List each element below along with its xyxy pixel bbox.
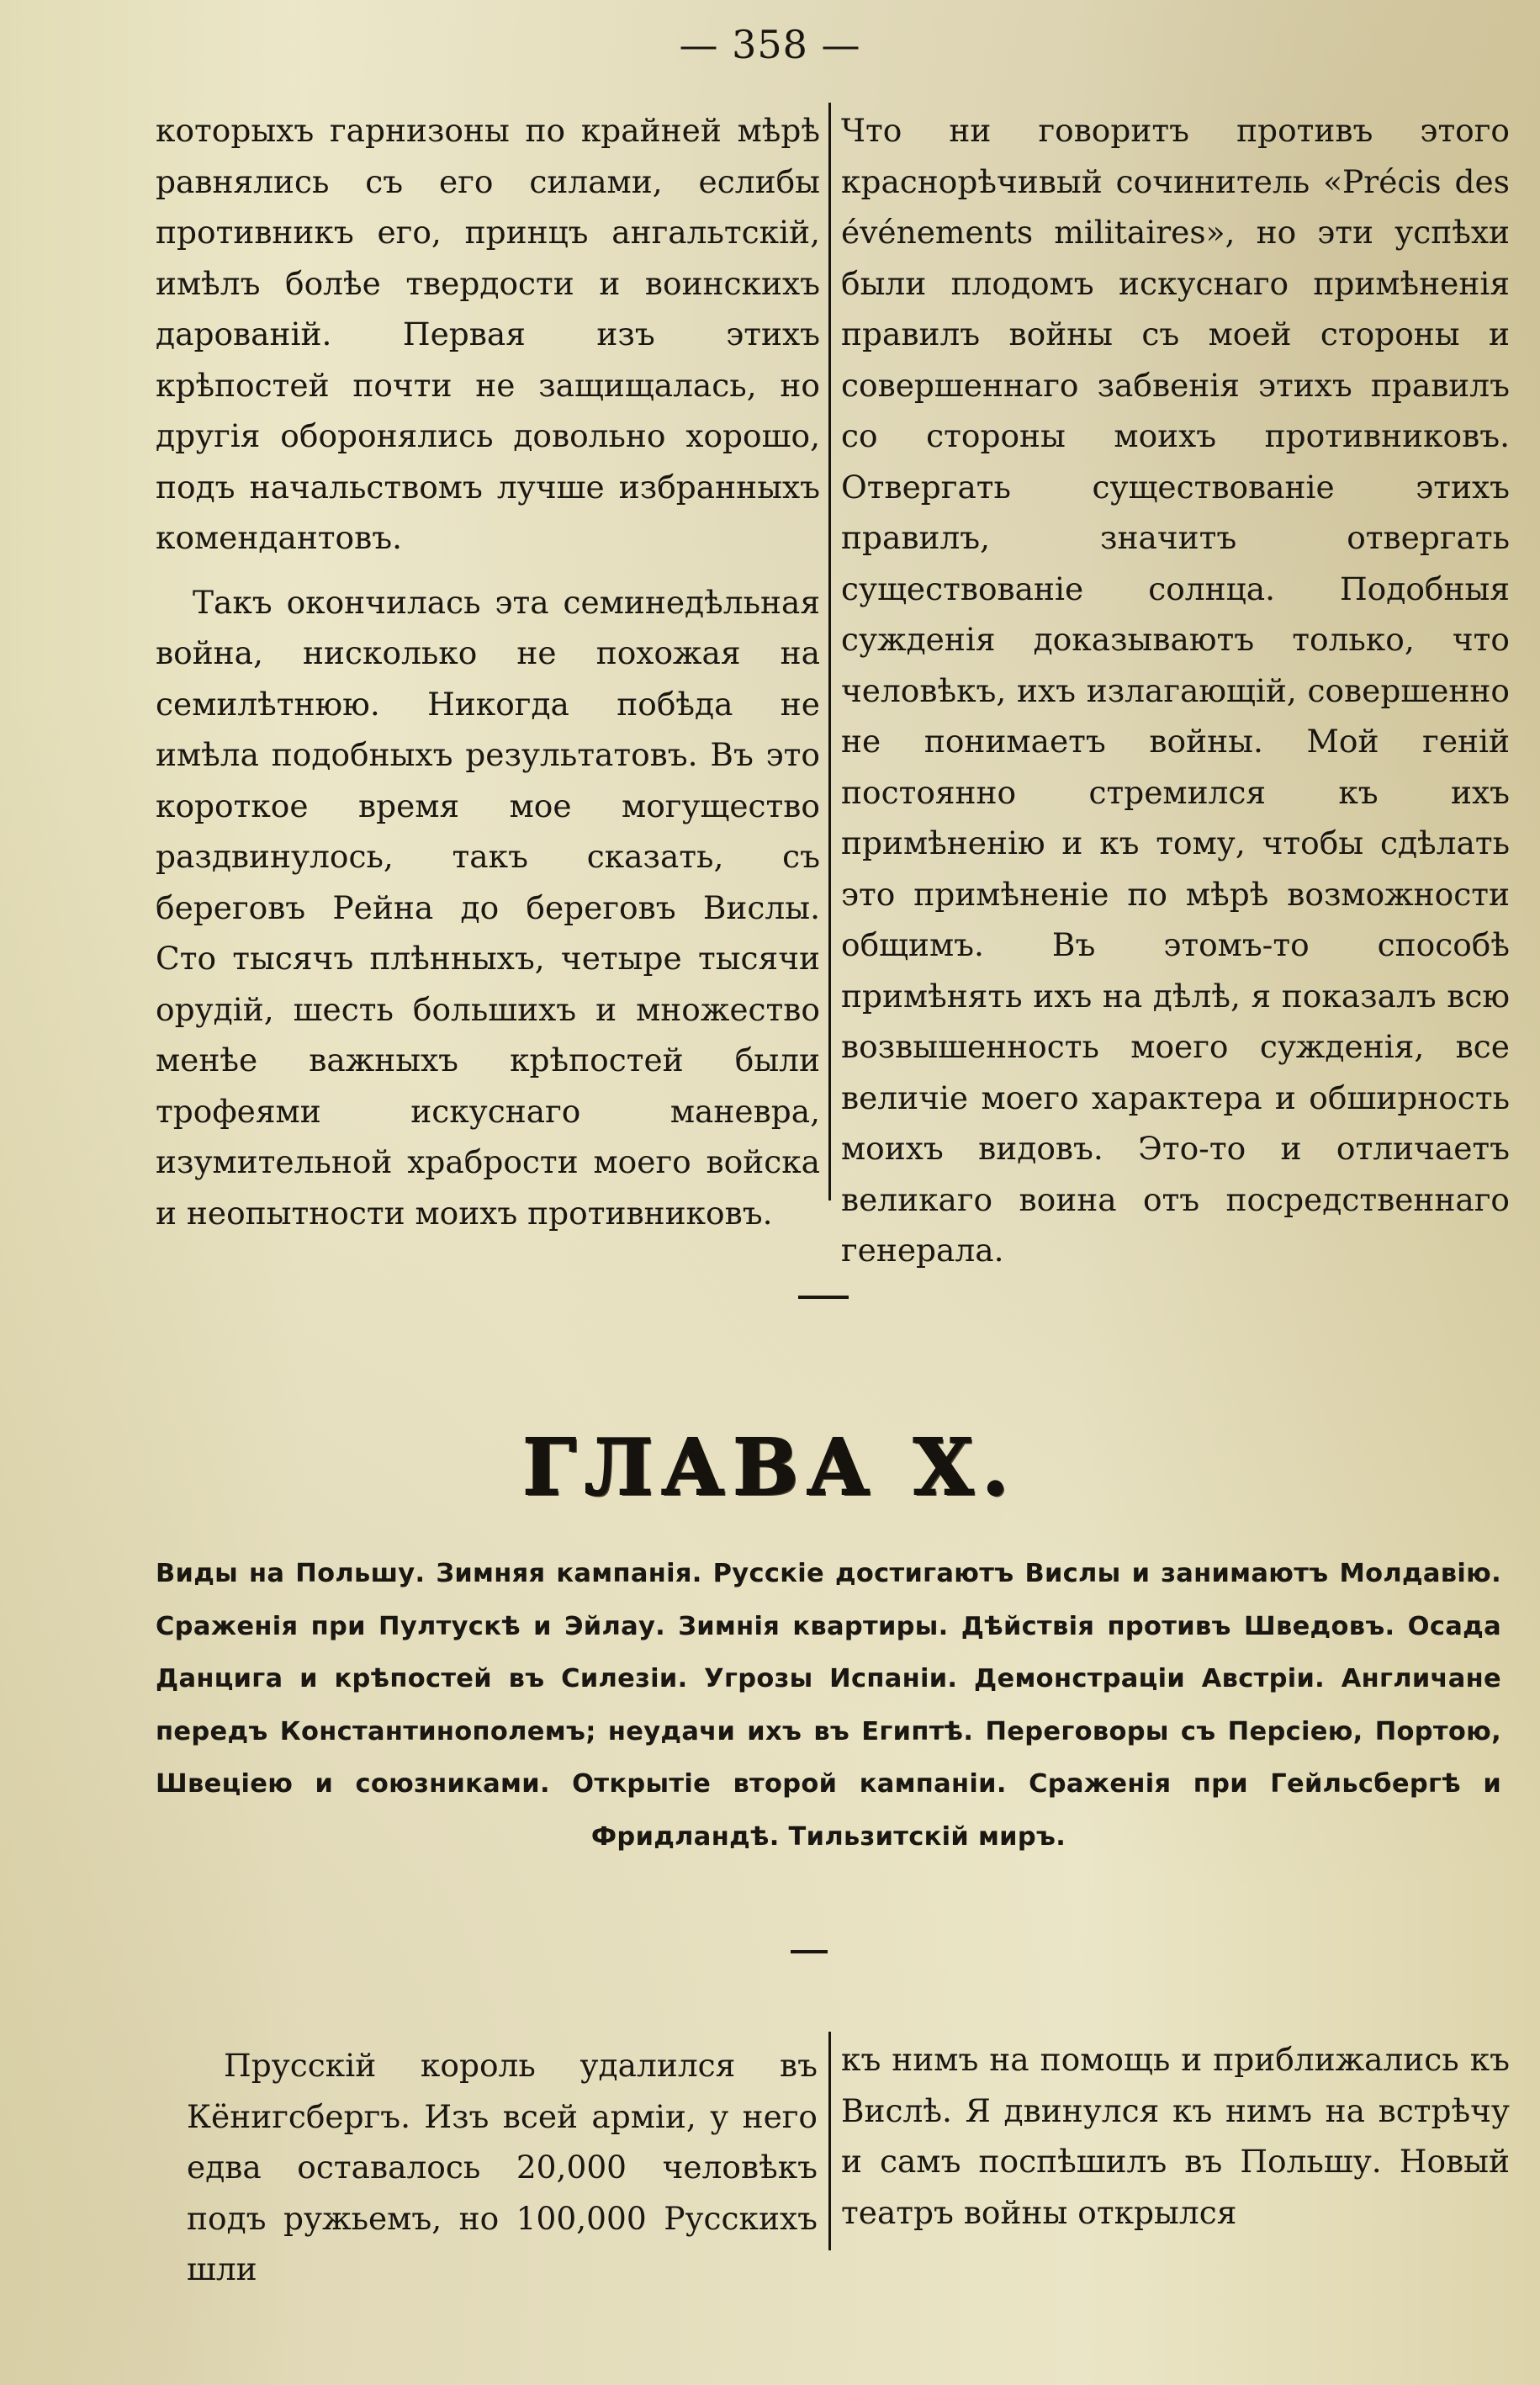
paragraph: которыхъ гарнизоны по крайней мѣрѣ равнялись съ его силами, еслибы противникъ его, принцъ ангальтскій, имѣлъ болѣе твердости и воинскихъ дарованій. Первая изъ этихъ крѣпостей почти не защищалась, но другія оборонялись довольно хорошо, подъ начальствомъ лучше избранныхъ комендантовъ. [156,112,820,556]
bottom-right-column: къ нимъ на помощь и приближались къ Вислѣ. Я двинулся къ нимъ на встрѣчу и самъ поспѣшилъ въ Польшу. Новый театръ войны открылся [841,2041,1510,2231]
chapter-summary: Виды на Польшу. Зимняя кампанія. Русскіе достигаютъ Вислы и занимаютъ Молдавію. Сраженія при Пултускѣ и Эйлау. Зимнія квартиры. Дѣйствія противъ Шведовъ. Осада Данцига и крѣпостей въ Силезіи. Угрозы Испаніи. Демонстраціи Австріи. Англичане передъ Константинополемъ; неудачи ихъ въ Египтѣ. Переговоры съ Персіею, Портою, Швеціею и союзниками. Открытіе второй кампаніи. Сраженія при Гейльсбергѣ и Фридландѣ. Тильзитскій миръ. [156,1559,1501,1852]
paragraph: Что ни говоритъ противъ этого краснорѣчивый сочинитель «Précis des événements militaires», но эти успѣхи были плодомъ искуснаго примѣненія правилъ войны съ моей стороны и совершеннаго забвенія этихъ правилъ со стороны моихъ противниковъ. Отвергать существованіе этихъ правилъ, значитъ отвергать существованіе солнца. Подобныя сужденія доказываютъ только, что человѣкъ, ихъ излагающій, совершенно не понимаетъ войны. Мой геній постоянно стремился къ ихъ примѣненію и къ тому, чтобы сдѣлать это примѣненіе по мѣрѣ возможности общимъ. Въ этомъ-то способѣ примѣнять ихъ на дѣлѣ, я показалъ всю возвышенность моего сужденія, все величіе моего характера и обширность моихъ видовъ. Это-то и отличаетъ великаго воина отъ посредственнаго генерала. [841,112,1510,1269]
chapter-title: ГЛАВА Х. [522,1422,1018,1513]
paragraph: Такъ окончилась эта семинедѣльная война, нисколько не похожая на семилѣтнюю. Никогда побѣда не имѣла подобныхъ результатовъ. Въ это короткое время мое могущество раздвинулось, такъ сказать, съ береговъ Рейна до береговъ Вислы. Сто тысячъ плѣнныхъ, четыре тысячи орудій, шесть большихъ и множество менѣе важныхъ крѣпостей были трофеями искуснаго маневра, изумительной храбрости моего войска и неопытности моихъ противниковъ. [156,583,820,1232]
top-left-column [156,105,820,1238]
bottom-left-column: Прусскій король удалился въ Кёнигсбергъ. Изъ всей арміи, у него едва оставалось 20,000 человѣкъ подъ ружьемъ, но 100,000 Русскихъ шли [187,2047,818,2287]
page-number: — 358 — [679,22,861,67]
section-separator [798,1296,849,1299]
top-right-column [841,105,1510,1276]
section-separator [791,1950,828,1953]
column-divider [828,103,831,1200]
column-divider [828,2032,831,2250]
